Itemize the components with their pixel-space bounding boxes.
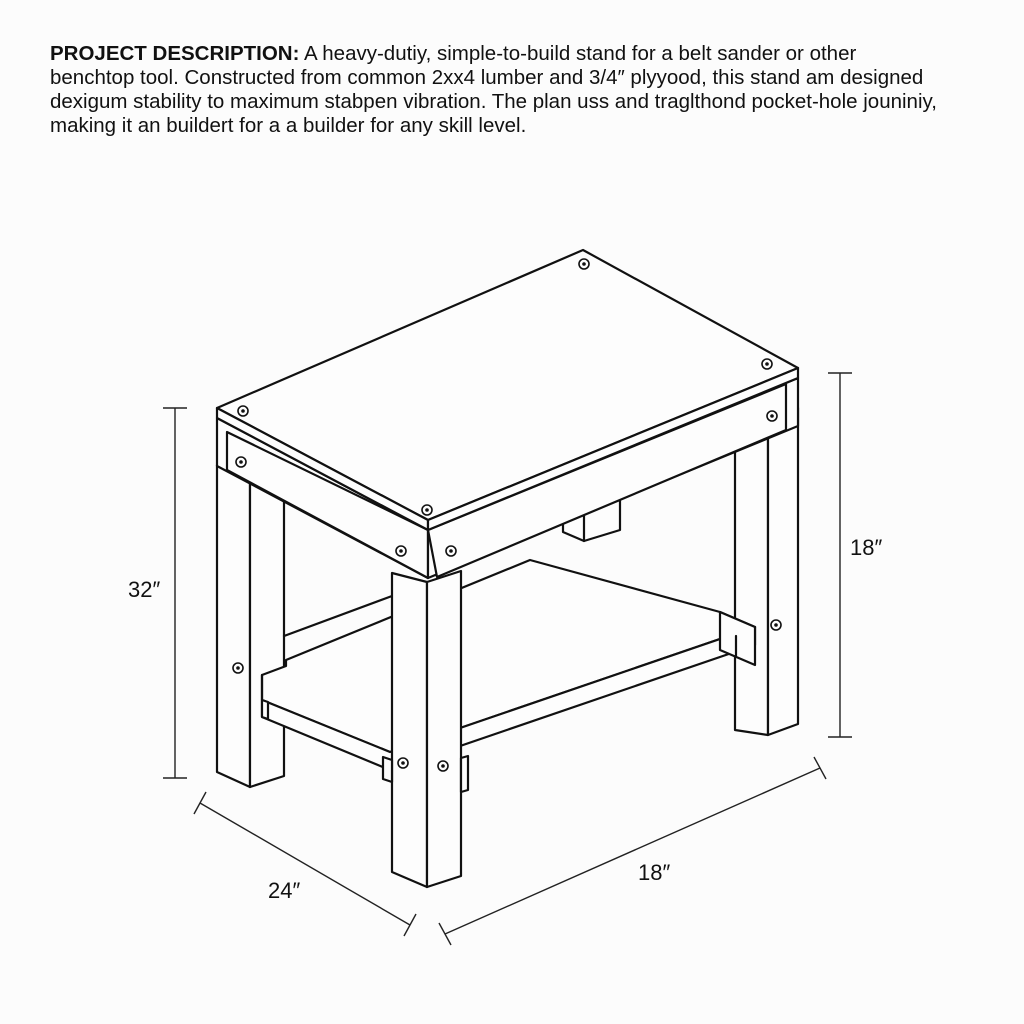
table-top (217, 250, 798, 578)
description-line-2: benchtop tool. Constructed from common 2xx4 lumber and 3/4″ plyyood, this stand am designed (50, 66, 924, 89)
lower-shelf (262, 560, 755, 770)
depth-label: 24″ (268, 878, 301, 903)
description-line-1: A heavy-dutiy, simple-to-build stand for a belt sander or other (304, 42, 857, 65)
rear-leg-height-label: 18″ (850, 535, 883, 560)
width-dimension (439, 757, 826, 945)
back-left-leg (217, 465, 284, 787)
height-dimension-left (128, 408, 187, 778)
back-right-leg (735, 408, 798, 735)
overall-height-label: 32″ (128, 577, 161, 602)
width-label: 18″ (638, 860, 671, 885)
height-dimension-right (828, 373, 882, 737)
description-heading: PROJECT DESCRIPTION: (50, 42, 300, 65)
depth-dimension (194, 792, 416, 936)
front-left-leg (383, 571, 468, 887)
description-line-4: making it an buildert for a a builder for any skill level. (50, 114, 527, 137)
description-line-3: dexigum stability to maximum stabpen vibration. The plan uss and traglthond pocket-hole jouniniy, (50, 90, 937, 113)
